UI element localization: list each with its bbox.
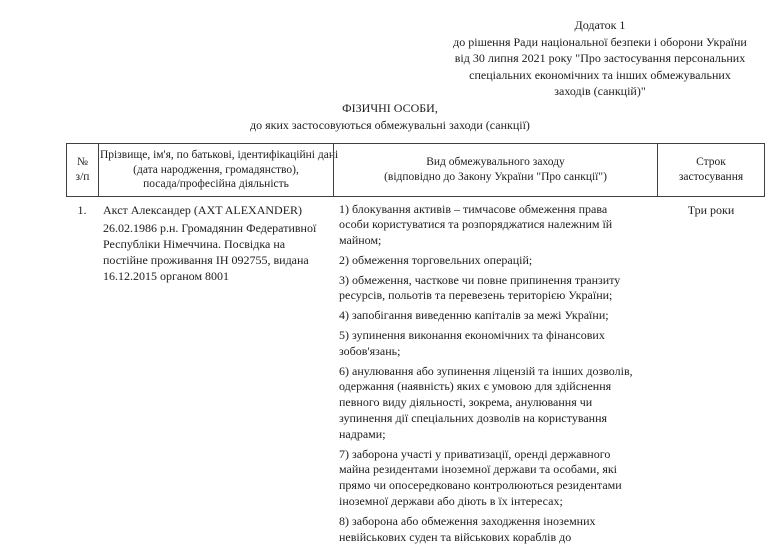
header-cell-person [98,144,333,196]
appendix-line: спеціальних економічних та інших обмежувальних [432,67,768,84]
measure-item: 7) заборона участі у приватизації, оренді державного майна резидентами іноземної держави та особами, які прямо чи опосередковано контролюються резидентами іноземної держави або діють в їх інтересах; [339,447,633,510]
header-cell-measure [333,144,657,196]
table-header-row [66,143,765,197]
title-line: до яких застосовуються обмежувальні заходи (санкції) [0,117,780,134]
appendix-line: до рішення Ради національної безпеки і оборони України [432,34,768,51]
measure-item: 1) блокування активів – тимчасове обмеження права особи користуватися та розпоряджатися належним їй майном; [339,202,633,249]
header-person-line2: (дата народження, громадянство), [100,163,332,178]
measure-item: 8) заборона або обмеження заходження іноземних невійськових суден та військових кораблів до [339,514,633,546]
measures-cell [333,197,657,549]
person-details: 26.02.1986 р.н. Громадянин Федеративної Республіки Німеччина. Посвідка на постійне проживання ІН 092755, видана 16.12.2015 органом 8001 [103,220,330,284]
measure-item: 3) обмеження, часткове чи повне припинення транзиту ресурсів, польотів та перевезень територією України; [339,273,633,305]
title-line: ФІЗИЧНІ ОСОБИ, [0,100,780,117]
person-name: Акст Александер (AXT ALEXANDER) [103,202,330,218]
appendix-reference [432,17,768,100]
measure-item: 4) запобігання виведенню капіталів за межі України; [339,308,633,324]
appendix-line: від 30 липня 2021 року "Про застосування персональних [432,50,768,67]
header-number-line1: № [68,155,97,170]
header-cell-number [66,144,98,196]
header-term-line1: Строк [659,155,763,170]
document-title [0,100,780,133]
header-person-line3: посада/професійна діяльність [100,177,332,192]
header-cell-term [657,144,765,196]
header-term-line2: застосування [659,170,763,185]
sanctions-table [66,143,765,549]
table-row [66,197,765,549]
term-cell: Три роки [657,197,765,218]
appendix-line: Додаток 1 [432,17,768,34]
header-person-line1: Прізвище, ім'я, по батькові, ідентифікаційні дані [100,148,332,163]
header-measure-line2: (відповідно до Закону України "Про санкції") [335,170,656,185]
measure-item: 5) зупинення виконання економічних та фінансових зобов'язань; [339,328,633,360]
header-number-line2: з/п [68,170,97,185]
appendix-line: заходів (санкцій)" [432,83,768,100]
row-number-cell: 1. [66,197,98,218]
header-measure-line1: Вид обмежувального заходу [335,155,656,170]
person-cell [98,197,333,284]
measure-item: 6) анулювання або зупинення ліцензій та інших дозволів, одержання (наявність) яких є умовою для здійснення певного виду діяльності, зокрема, анулювання чи зупинення дії спеціальних дозволів на користування надрами; [339,364,633,443]
measure-item: 2) обмеження торговельних операцій; [339,253,633,269]
